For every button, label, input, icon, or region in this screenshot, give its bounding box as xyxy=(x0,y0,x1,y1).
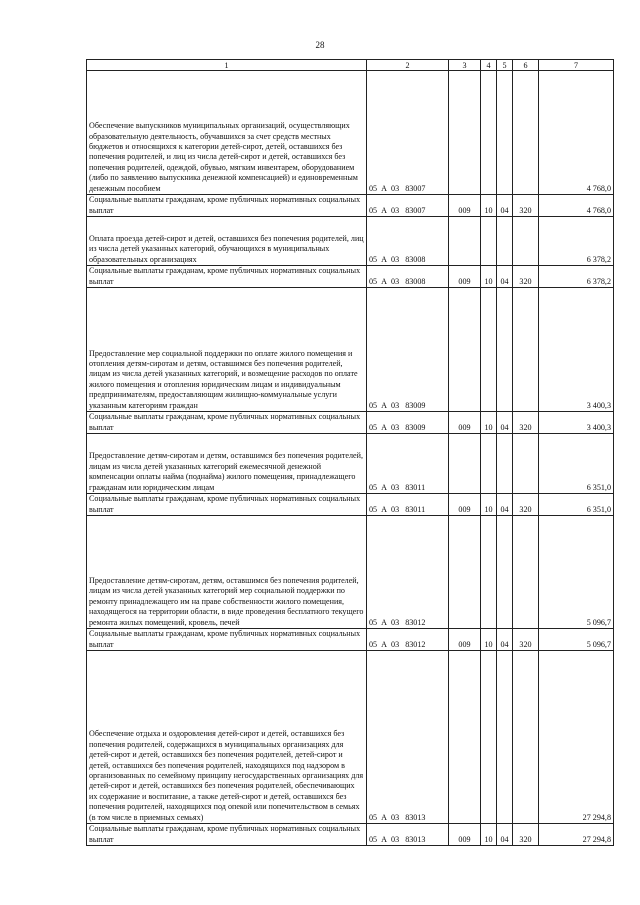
row-ministry-code xyxy=(449,288,481,412)
row-target-code: 05 А 03 83008 xyxy=(367,266,449,288)
row-section-code xyxy=(481,217,497,266)
row-amount: 6 378,2 xyxy=(539,266,614,288)
row-section-code: 10 xyxy=(481,494,497,516)
row-subsection-code xyxy=(497,288,513,412)
page-number: 28 xyxy=(315,40,325,50)
row-description: Социальные выплаты гражданам, кроме публичных нормативных социальных выплат xyxy=(87,195,367,217)
table-row xyxy=(87,71,614,195)
row-ministry-code: 009 xyxy=(449,195,481,217)
row-expense-type: 320 xyxy=(513,412,539,434)
row-expense-type: 320 xyxy=(513,629,539,651)
row-expense-type xyxy=(513,217,539,266)
row-subsection-code xyxy=(497,434,513,494)
row-description: Социальные выплаты гражданам, кроме публичных нормативных социальных выплат xyxy=(87,824,367,846)
row-amount: 27 294,8 xyxy=(539,824,614,846)
row-ministry-code xyxy=(449,217,481,266)
row-target-code: 05 А 03 83011 xyxy=(367,434,449,494)
row-description: Социальные выплаты гражданам, кроме публичных нормативных социальных выплат xyxy=(87,266,367,288)
row-ministry-code xyxy=(449,516,481,629)
row-description: Предоставление детям-сиротам, детям, оставшимся без попечения родителей, лицам из числа детей указанных категорий мер социальной поддержки по ремонту принадлежащего им на праве собственности жилого помещения, находящегося на территории области, в виде проведения бесплатного текущего ремонта жилых помещений, кровель, печей xyxy=(87,516,367,629)
row-target-code: 05 А 03 83008 xyxy=(367,217,449,266)
row-subsection-code xyxy=(497,217,513,266)
header-col-6: 6 xyxy=(513,60,539,71)
table-body xyxy=(87,71,614,846)
header-col-5: 5 xyxy=(497,60,513,71)
row-description: Обеспечение отдыха и оздоровления детей-сирот и детей, оставшихся без попечения родителей, содержащихся в муниципальных организациях для детей-сирот и детей, оставшихся без попечения родителей, детей-сирот и детей, оставшихся без попечения родителей, находящихся под надзором в организованных по семейному принципу негосударственных организациях для детей-сирот и детей, оставшихся без попечения родителей, обеспечивающих их содержание и воспитание, а также детей-сирот и детей, оставшихся без попечения родителей, находящихся под опекой или попечительством в семьях (в том числе в приемных семьях) xyxy=(87,651,367,824)
table-row xyxy=(87,217,614,266)
row-subsection-code: 04 xyxy=(497,629,513,651)
row-subsection-code xyxy=(497,71,513,195)
row-expense-type: 320 xyxy=(513,266,539,288)
row-amount: 4 768,0 xyxy=(539,195,614,217)
row-section-code xyxy=(481,434,497,494)
row-target-code: 05 А 03 83012 xyxy=(367,629,449,651)
row-target-code: 05 А 03 83009 xyxy=(367,412,449,434)
header-col-7: 7 xyxy=(539,60,614,71)
row-target-code: 05 А 03 83011 xyxy=(367,494,449,516)
row-expense-type xyxy=(513,71,539,195)
row-amount: 3 400,3 xyxy=(539,412,614,434)
row-target-code: 05 А 03 83007 xyxy=(367,71,449,195)
row-amount: 6 351,0 xyxy=(539,434,614,494)
row-expense-type xyxy=(513,288,539,412)
row-ministry-code xyxy=(449,71,481,195)
row-subsection-code: 04 xyxy=(497,266,513,288)
row-description: Социальные выплаты гражданам, кроме публичных нормативных социальных выплат xyxy=(87,494,367,516)
row-expense-type xyxy=(513,651,539,824)
row-ministry-code: 009 xyxy=(449,494,481,516)
row-ministry-code: 009 xyxy=(449,824,481,846)
table-row xyxy=(87,494,614,516)
row-expense-type: 320 xyxy=(513,824,539,846)
row-target-code: 05 А 03 83013 xyxy=(367,651,449,824)
row-ministry-code xyxy=(449,651,481,824)
row-target-code: 05 А 03 83007 xyxy=(367,195,449,217)
row-amount: 27 294,8 xyxy=(539,651,614,824)
row-subsection-code: 04 xyxy=(497,195,513,217)
row-expense-type xyxy=(513,434,539,494)
row-description: Оплата проезда детей-сирот и детей, оставшихся без попечения родителей, лиц из числа детей указанных категорий, обучающихся в муниципальных образовательных организациях xyxy=(87,217,367,266)
row-ministry-code: 009 xyxy=(449,412,481,434)
table-row xyxy=(87,288,614,412)
row-section-code xyxy=(481,516,497,629)
row-amount: 6 351,0 xyxy=(539,494,614,516)
row-section-code: 10 xyxy=(481,195,497,217)
row-section-code xyxy=(481,651,497,824)
table-row xyxy=(87,434,614,494)
table-row xyxy=(87,266,614,288)
row-description: Социальные выплаты гражданам, кроме публичных нормативных социальных выплат xyxy=(87,629,367,651)
row-ministry-code: 009 xyxy=(449,629,481,651)
row-subsection-code: 04 xyxy=(497,824,513,846)
row-expense-type: 320 xyxy=(513,195,539,217)
row-section-code: 10 xyxy=(481,412,497,434)
row-target-code: 05 А 03 83013 xyxy=(367,824,449,846)
row-target-code: 05 А 03 83009 xyxy=(367,288,449,412)
table-row xyxy=(87,651,614,824)
header-col-1: 1 xyxy=(87,60,367,71)
header-col-3: 3 xyxy=(449,60,481,71)
header-col-2: 2 xyxy=(367,60,449,71)
row-section-code: 10 xyxy=(481,824,497,846)
row-ministry-code xyxy=(449,434,481,494)
row-amount: 5 096,7 xyxy=(539,516,614,629)
row-subsection-code xyxy=(497,651,513,824)
table-row xyxy=(87,412,614,434)
table-header-row xyxy=(87,60,614,71)
header-col-4: 4 xyxy=(481,60,497,71)
row-subsection-code: 04 xyxy=(497,412,513,434)
table-row xyxy=(87,195,614,217)
table-row xyxy=(87,824,614,846)
row-description: Социальные выплаты гражданам, кроме публичных нормативных социальных выплат xyxy=(87,412,367,434)
row-amount: 3 400,3 xyxy=(539,288,614,412)
row-description: Обеспечение выпускников муниципальных организаций, осуществляющих образовательную деятельность, обучавшихся за счет средств местных бюджетов и относящихся к категории детей-сирот, детей, оставшихся без попечения родителей, и лиц из числа детей-сирот и детей, оставшихся без попечения родителей, одеждой, обувью, мягким инвентарем, оборудованием (либо по заявлению выпускника денежной компенсацией) и единовременным денежным пособием xyxy=(87,71,367,195)
row-amount: 4 768,0 xyxy=(539,71,614,195)
row-target-code: 05 А 03 83012 xyxy=(367,516,449,629)
row-ministry-code: 009 xyxy=(449,266,481,288)
row-section-code: 10 xyxy=(481,629,497,651)
row-description: Предоставление детям-сиротам и детям, оставшимся без попечения родителей, лицам из числа детей указанных категорий ежемесячной денежной компенсации оплаты найма (поднайма) жилого помещения, принадлежащего гражданам или юридическим лицам xyxy=(87,434,367,494)
row-expense-type xyxy=(513,516,539,629)
row-description: Предоставление мер социальной поддержки по оплате жилого помещения и отопления детям-сиротам и детям, оставшимся без попечения родителей, лицам из числа детей указанных категорий, и возмещение расходов по оплате жилого помещения и отопления юридическим лицам и индивидуальным предпринимателям, предоставляющим жилищно-коммунальные услуги указанным категориям граждан xyxy=(87,288,367,412)
row-amount: 5 096,7 xyxy=(539,629,614,651)
table-row xyxy=(87,516,614,629)
row-section-code xyxy=(481,71,497,195)
row-expense-type: 320 xyxy=(513,494,539,516)
row-section-code: 10 xyxy=(481,266,497,288)
row-amount: 6 378,2 xyxy=(539,217,614,266)
row-subsection-code xyxy=(497,516,513,629)
table-row xyxy=(87,629,614,651)
row-section-code xyxy=(481,288,497,412)
budget-table xyxy=(86,59,614,846)
row-subsection-code: 04 xyxy=(497,494,513,516)
